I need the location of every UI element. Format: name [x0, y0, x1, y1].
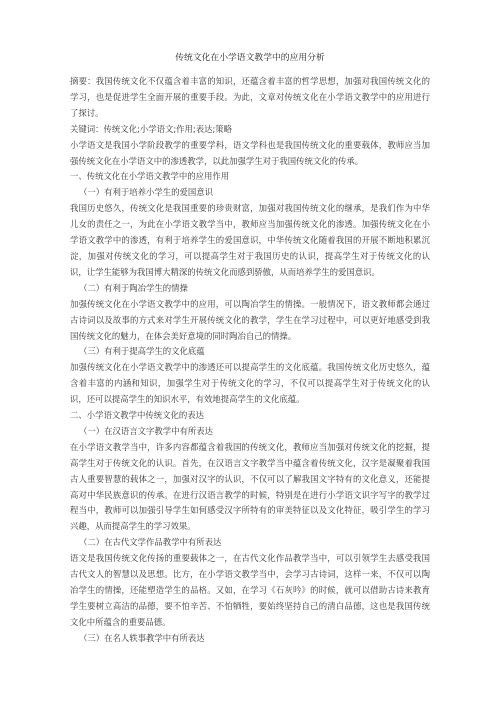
subheading-1-2: （二）有利于陶冶学生的情操 [79, 282, 188, 293]
intro-paragraph: 小学语文是我国小学阶段教学的重要学科，语文学科也是我国传统文化的重要载体，教师应当加强传统文化在小学语文中的渗透教学，以此加强学生对于我国传统文化的传承。 [70, 139, 430, 166]
document-title: 传统文化在小学语文教学中的应用分析 [175, 53, 325, 63]
keywords-line: 关键词：传统文化;小学语文;作用;表达;策略 [70, 123, 233, 134]
body-paragraph-1-1: 我国历史悠久，传统文化是我国重要的珍贵财富，加强对我国传统文化的继承，是我们作为中华儿女的责任之一，为此在小学语文教学当中，教师应当加强传统文化的渗透。加强传统文化在小学语文教学中的渗透，有利于培养学生的爱国意识，中华传统文化随着我国的开展不断地积累沉淀，加强对传统文化的学习，可以提高学生对于我国历史的认识，提高学生对于传统文化的认识，让学生能够为我国博大精深的传统文化而感到骄傲，从而培养学生的爱国意识。 [70, 203, 430, 277]
subheading-2-1: （一）在汉语言文字教学中有所表达 [79, 425, 213, 436]
subheading-1-3: （三）有利于提高学生的文化底蕴 [79, 346, 205, 357]
body-paragraph-2-1: 在小学语文教学当中，许多内容都蕴含着我国的传统文化，教师应当加强对传统文化的挖掘，提高学生对于传统文化的认识。首先，在汉语言文字教学当中蕴含着传统文化，汉字是凝聚着我国古人重要智慧的载体之一，加强对汉字的认识，不仅可以了解我国文字特有的文化意义，还能提高对中华民族意识的传承。在进行汉语言教学的时候，特别是在进行小学语文识字写字的教学过程当中，教师可以加强引导学生如何感受汉字所特有的审美特征以及文化特征，吸引学生的学习兴趣，从而提高学生的学习效果。 [70, 441, 430, 532]
document-page [70, 52, 430, 647]
section-heading-1: 一、传统文化在小学语文教学中的应用作用 [70, 171, 230, 182]
body-paragraph-1-3: 加强传统文化在小学语文教学中的渗透还可以提高学生的文化底蕴。我国传统文化历史悠久，蕴含着丰富的内涵和知识，加强学生对于传统文化的学习，不仅可以提高学生对于传统文化的认识，还可以提高学生的知识水平，有效地提高学生的文化底蕴。 [70, 362, 430, 405]
abstract-paragraph: 摘要：我国传统文化不仅蕴含着丰富的知识，还蕴含着丰富的哲学思想，加强对我国传统文化的学习，也是促进学生全面开展的重要手段。为此，文章对传统文化在小学语文教学中的应用进行了探讨。 [70, 76, 430, 118]
body-paragraph-1-2: 加强传统文化在小学语文教学中的应用，可以陶冶学生的情操。一般情况下，语文教师都会通过古诗词以及故事的方式来对学生开展传统文化的教学，学生在学习过程中，可以更好地感受到我国传统文化的魅力，在体会美好意境的同时陶冶自己的情操。 [70, 298, 430, 341]
section-heading-2: 二、小学语文教学中传统文化的表达 [70, 410, 204, 421]
subheading-2-2: （二）在古代文学作品教学中有所表达 [79, 537, 222, 548]
subheading-2-3: （三）在名人轶事教学中有所表达 [79, 632, 205, 643]
body-paragraph-2-2: 语文是我国传统文化传扬的重要载体之一，在古代文化作品教学当中，可以引领学生去感受我国古代文人的智慧以及思想。比方，在小学语文教学当中，会学习古诗词，这样一来，不仅可以陶冶学生的情操，还能塑造学生的品格。又如，在学习《石灰吟》的时候，就可以借助古诗来教育学生要树立高洁的品德，要不怕辛苦、不怕牺牲，要始终坚持自己的清白品德，这也是我国传统文化中所蕴含的重要品德。 [70, 553, 430, 627]
subheading-1-1: （一）有利于培养小学生的爱国意识 [79, 187, 213, 198]
